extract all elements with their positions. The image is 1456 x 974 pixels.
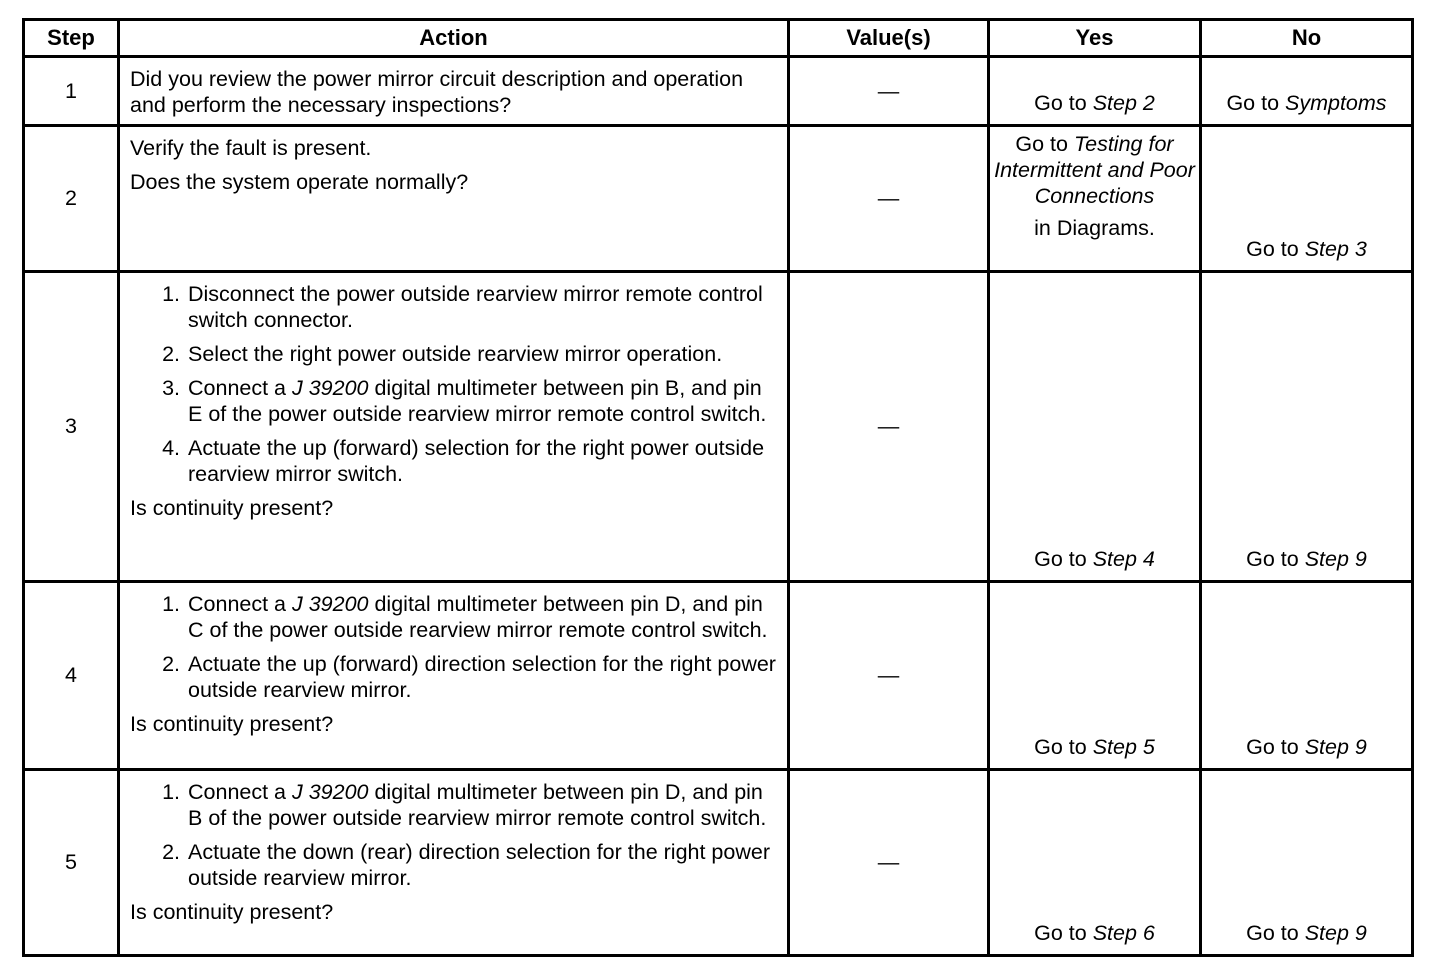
header-values: Value(s): [789, 20, 989, 57]
value-cell: [789, 272, 989, 582]
item-text: digital multimeter between pin B, and pin E of the power outside rearview mirror remote control switch.: [188, 376, 767, 426]
list-item: [186, 591, 777, 643]
yes-link[interactable]: Step 5: [1092, 735, 1155, 759]
list-item: 2. Select the right power outside rearview mirror operation.: [186, 341, 777, 367]
item-text: digital multimeter between pin D, and pin B of the power outside rearview mirror remote control switch.: [188, 780, 767, 830]
yes-prefix: Go to: [1034, 921, 1093, 945]
yes-link[interactable]: Step 6: [1092, 921, 1155, 945]
action-question: Does the system operate normally?: [130, 170, 469, 194]
header-step: Step: [24, 20, 119, 57]
tool-number: J 39200: [291, 376, 369, 400]
yes-suffix: in Diagrams.: [1034, 216, 1155, 240]
action-steps-list: [130, 591, 777, 703]
step-number: 2: [24, 126, 119, 272]
value-dash: —: [877, 186, 900, 210]
diagnostic-table: [22, 18, 1414, 957]
tool-number: J 39200: [291, 780, 369, 804]
action-cell: [119, 57, 789, 126]
value-dash: —: [877, 78, 900, 103]
no-link[interactable]: Symptoms: [1285, 91, 1387, 115]
value-cell: [789, 126, 989, 272]
item-text: Connect a: [188, 376, 292, 400]
header-no: No: [1201, 20, 1413, 57]
item-text: Connect a: [188, 780, 292, 804]
value-dash: —: [877, 414, 900, 438]
value-cell: [789, 57, 989, 126]
no-prefix: Go to: [1226, 91, 1285, 115]
action-steps-list: [130, 779, 777, 891]
table-row: [24, 582, 1413, 770]
step-number: 4: [24, 582, 119, 770]
no-cell: [1201, 770, 1413, 956]
tool-number: J 39200: [291, 592, 369, 616]
table-row: [24, 126, 1413, 272]
action-question: Is continuity present?: [130, 712, 334, 736]
list-item: 4. Actuate the up (forward) selection for the right power outside rearview mirror switch.: [186, 435, 777, 487]
table-row: [24, 272, 1413, 582]
action-question: Is continuity present?: [130, 496, 334, 520]
item-text: digital multimeter between pin D, and pin C of the power outside rearview mirror remote control switch.: [188, 592, 768, 642]
action-cell: [119, 272, 789, 582]
yes-link[interactable]: Testing for Intermittent and Poor Connections: [994, 132, 1195, 208]
list-item: 2. Actuate the down (rear) direction selection for the right power outside rearview mirror.: [186, 839, 777, 891]
action-question: Did you review the power mirror circuit description and operation and perform the necessary inspections?: [130, 67, 744, 117]
no-prefix: Go to: [1246, 237, 1305, 261]
yes-prefix: Go to: [1015, 132, 1074, 156]
no-cell: [1201, 582, 1413, 770]
action-cell: [119, 582, 789, 770]
value-dash: —: [877, 850, 900, 874]
header-action: Action: [119, 20, 789, 57]
no-prefix: Go to: [1246, 735, 1305, 759]
no-cell: [1201, 126, 1413, 272]
no-prefix: Go to: [1246, 547, 1305, 571]
value-cell: [789, 582, 989, 770]
yes-link[interactable]: Step 2: [1092, 91, 1155, 115]
action-text: Verify the fault is present.: [130, 136, 372, 160]
yes-cell: [989, 126, 1201, 272]
item-text: Connect a: [188, 592, 292, 616]
no-link[interactable]: Step 9: [1304, 735, 1367, 759]
list-item: [186, 375, 777, 427]
value-cell: [789, 770, 989, 956]
action-question: Is continuity present?: [130, 900, 334, 924]
list-item: 1. Disconnect the power outside rearview mirror remote control switch connector.: [186, 281, 777, 333]
no-cell: [1201, 57, 1413, 126]
yes-link[interactable]: Step 4: [1092, 547, 1155, 571]
yes-prefix: Go to: [1034, 547, 1093, 571]
value-dash: —: [877, 663, 900, 687]
step-number: 5: [24, 770, 119, 956]
yes-prefix: Go to: [1034, 91, 1093, 115]
no-link[interactable]: Step 3: [1304, 237, 1367, 261]
yes-cell: [989, 582, 1201, 770]
action-steps-list: [130, 281, 777, 487]
action-cell: [119, 770, 789, 956]
list-item: [186, 779, 777, 831]
diagnostic-table-container: [22, 18, 1414, 957]
action-cell: [119, 126, 789, 272]
table-row: [24, 57, 1413, 126]
step-number: 3: [24, 272, 119, 582]
header-row: [24, 20, 1413, 57]
header-yes: Yes: [989, 20, 1201, 57]
yes-cell: [989, 57, 1201, 126]
yes-prefix: Go to: [1034, 735, 1093, 759]
table-row: [24, 770, 1413, 956]
list-item: 2. Actuate the up (forward) direction selection for the right power outside rearview mirror.: [186, 651, 777, 703]
no-prefix: Go to: [1246, 921, 1305, 945]
no-link[interactable]: Step 9: [1304, 547, 1367, 571]
yes-cell: [989, 770, 1201, 956]
step-number: 1: [24, 57, 119, 126]
yes-cell: [989, 272, 1201, 582]
no-link[interactable]: Step 9: [1304, 921, 1367, 945]
no-cell: [1201, 272, 1413, 582]
